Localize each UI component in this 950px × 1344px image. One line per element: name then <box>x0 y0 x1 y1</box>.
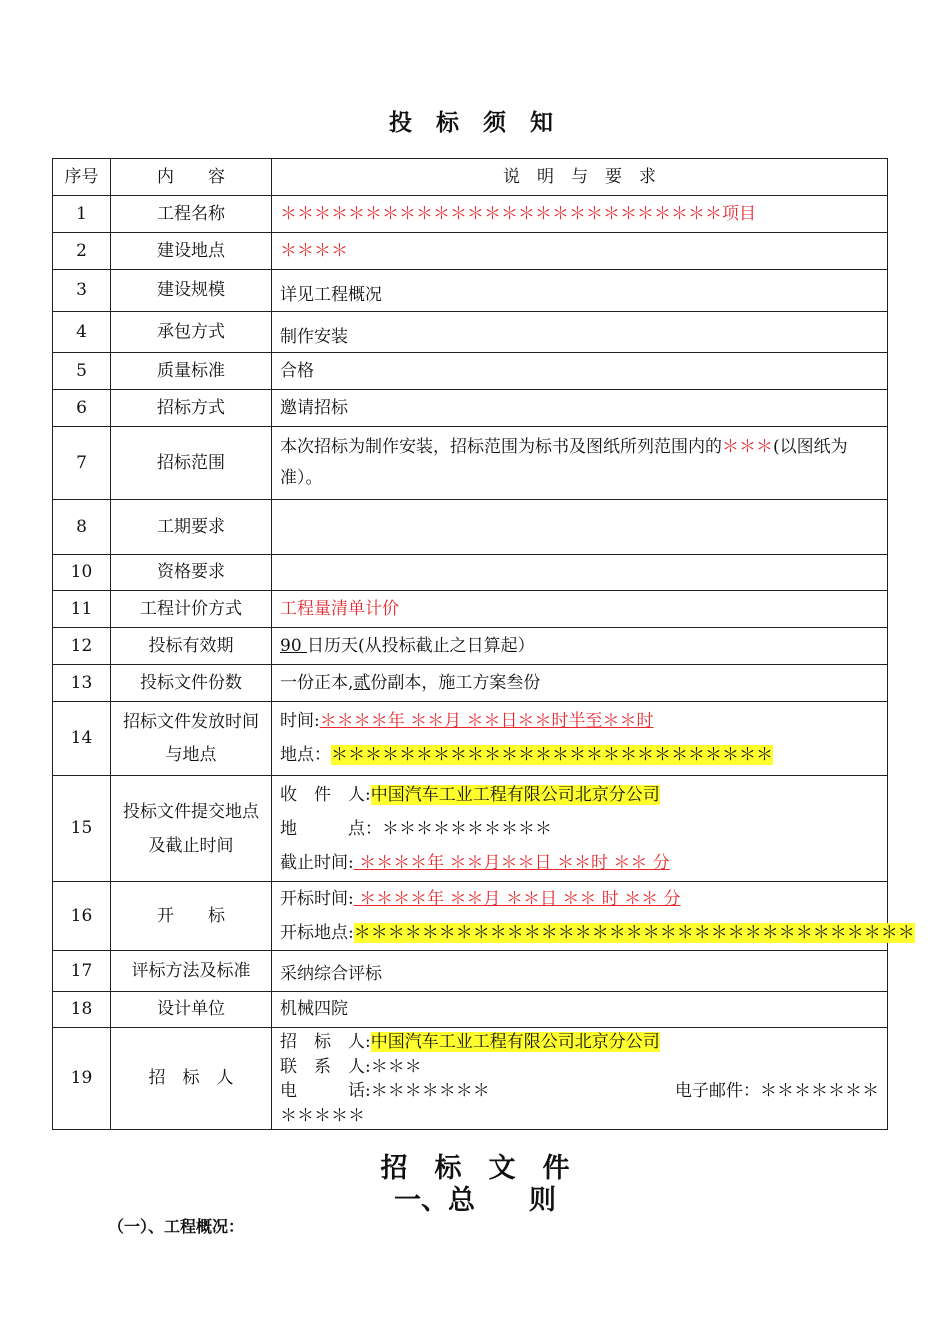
pricing-method: 工程量清单计价 <box>280 598 399 619</box>
row-item: 投标文件份数 <box>111 665 272 702</box>
row-item: 招 标 人 <box>111 1028 272 1130</box>
label: 开标地点: <box>280 923 354 943</box>
tender-notice-table <box>52 158 915 1130</box>
row-item: 工期要求 <box>111 500 272 555</box>
copies-count: 贰 <box>353 672 371 693</box>
row-no: 2 <box>53 233 111 270</box>
row-item: 评标方法及标准 <box>111 951 272 992</box>
table-row <box>53 951 888 992</box>
opening-place: ＊＊＊＊＊＊＊＊＊＊＊＊＊＊＊＊＊＊＊＊＊＊＊＊＊＊＊＊＊＊＊＊＊ <box>353 923 915 943</box>
row-item: 质量标准 <box>111 353 272 390</box>
row-item: 资格要求 <box>111 555 272 591</box>
label: 招 标 人: <box>280 1032 371 1052</box>
construction-site: ＊＊＊＊ <box>280 240 348 261</box>
validity-text: 日历天(从投标截止之日算起） <box>307 635 535 656</box>
row-value: 机械四院 <box>272 992 888 1028</box>
row-value: 制作安装 <box>272 312 888 353</box>
issue-place: ＊＊＊＊＊＊＊＊＊＊＊＊＊＊＊＊＊＊＊＊＊＊＊＊＊＊ <box>331 744 773 765</box>
table-row <box>53 992 888 1028</box>
table-row <box>53 591 888 628</box>
header-content: 内 容 <box>111 159 272 196</box>
row-value: 采纳综合评标 <box>272 951 888 992</box>
section-title: 一、总 则 <box>394 1185 556 1216</box>
contact: ＊＊＊ <box>370 1056 422 1077</box>
label: 开标时间: <box>280 889 354 909</box>
issue-time: ＊＊＊＊年 ＊＊月 ＊＊日＊＊时半至＊＊时 <box>319 711 654 732</box>
subsection-title: （一）、工程概况： <box>108 1217 245 1236</box>
row-item: 投标有效期 <box>111 628 272 665</box>
tenderer: 中国汽车工业工程有限公司北京分公司 <box>370 1032 660 1052</box>
table-row <box>53 312 888 353</box>
row-no: 12 <box>53 628 111 665</box>
table-row <box>53 500 888 555</box>
table-row <box>53 196 888 233</box>
project-name: ＊＊＊＊＊＊＊＊＊＊＊＊＊＊＊＊＊＊＊＊＊＊＊＊＊＊项目 <box>280 203 756 224</box>
row-no: 3 <box>53 270 111 312</box>
table-row <box>53 882 888 951</box>
row-no: 5 <box>53 353 111 390</box>
label: 地点： <box>280 744 331 765</box>
table-header-row <box>53 159 888 196</box>
row-no: 14 <box>53 702 111 776</box>
row-value <box>272 628 888 665</box>
header-requirements: 说 明 与 要 求 <box>272 159 888 196</box>
row-value <box>272 555 888 591</box>
row-value <box>272 1028 888 1130</box>
phone: ＊＊＊＊＊＊＊ <box>370 1081 490 1102</box>
phone-group <box>280 1079 490 1104</box>
email-group <box>675 1079 879 1104</box>
recipient: 中国汽车工业工程有限公司北京分公司 <box>370 784 660 805</box>
row-value <box>272 665 888 702</box>
label: 地 点： <box>280 818 382 839</box>
row-item: 招标方式 <box>111 390 272 427</box>
row-no: 1 <box>53 196 111 233</box>
address-line <box>280 812 879 846</box>
email: ＊＊＊＊＊＊＊ <box>760 1081 879 1102</box>
contact-line <box>280 1055 879 1080</box>
row-item: 承包方式 <box>111 312 272 353</box>
row-item: 开 标 <box>111 882 272 951</box>
label: 时间: <box>280 711 320 732</box>
table-row <box>53 233 888 270</box>
row-no: 17 <box>53 951 111 992</box>
opening-time-line <box>280 882 879 916</box>
table-row <box>53 628 888 665</box>
row-no: 11 <box>53 591 111 628</box>
row-value <box>272 500 888 555</box>
row-no: 10 <box>53 555 111 591</box>
row-value <box>272 702 888 776</box>
phone-email-line <box>280 1079 879 1104</box>
row-item: 招标文件发放时间与地点 <box>111 702 272 776</box>
deadline: ＊＊＊＊年 ＊＊月＊＊日 ＊＊时 ＊＊ 分 <box>353 852 670 873</box>
label: 收 件 人: <box>280 784 371 805</box>
table-row <box>53 390 888 427</box>
validity-days: 90 <box>280 635 308 656</box>
row-value <box>272 776 888 882</box>
row-no: 19 <box>53 1028 111 1130</box>
row-item: 工程名称 <box>111 196 272 233</box>
scope-text-end: (以图纸为准）。 <box>280 436 848 488</box>
label: 电 话: <box>280 1081 371 1102</box>
row-no: 18 <box>53 992 111 1028</box>
row-no: 13 <box>53 665 111 702</box>
row-value <box>272 427 888 500</box>
row-item: 工程计价方式 <box>111 591 272 628</box>
table-row <box>53 1028 888 1130</box>
table-row <box>53 270 888 312</box>
label: 电子邮件： <box>675 1081 760 1102</box>
table-row <box>53 353 888 390</box>
row-item: 建设地点 <box>111 233 272 270</box>
header-no: 序号 <box>53 159 111 196</box>
issue-place-line <box>280 739 879 772</box>
row-item: 建设规模 <box>111 270 272 312</box>
address: ＊＊＊＊＊＊＊＊＊＊ <box>382 818 552 839</box>
label: 联 系 人: <box>280 1056 371 1077</box>
row-no: 8 <box>53 500 111 555</box>
recipient-line <box>280 778 879 812</box>
email-continued: ＊＊＊＊＊ <box>280 1105 365 1126</box>
row-value <box>272 233 888 270</box>
table-row <box>53 665 888 702</box>
table-row <box>53 776 888 882</box>
row-value: 合格 <box>272 353 888 390</box>
opening-place-line <box>280 916 915 950</box>
tenderer-line <box>280 1030 879 1055</box>
row-item: 投标文件提交地点及截止时间 <box>111 776 272 882</box>
row-value: 详见工程概况 <box>272 270 888 312</box>
row-no: 6 <box>53 390 111 427</box>
row-value <box>272 196 888 233</box>
deadline-line <box>280 846 879 880</box>
scope-text: 本次招标为制作安装，招标范围为标书及图纸所列范围内的 <box>280 436 722 457</box>
row-no: 4 <box>53 312 111 353</box>
table-row <box>53 427 888 500</box>
document-title: 招 标 文 件 <box>380 1153 570 1184</box>
copies-original: 一份正本, <box>280 672 354 693</box>
row-no: 16 <box>53 882 111 951</box>
table-row <box>53 702 888 776</box>
row-no: 7 <box>53 427 111 500</box>
table-row <box>53 555 888 591</box>
row-value <box>272 591 888 628</box>
issue-time-line <box>280 705 879 738</box>
copies-rest: 份副本，施工方案叁份 <box>370 672 541 693</box>
row-no: 15 <box>53 776 111 882</box>
label: 截止时间: <box>280 852 354 873</box>
row-value: 邀请招标 <box>272 390 888 427</box>
opening-time: ＊＊＊＊年 ＊＊月 ＊＊日 ＊＊ 时 ＊＊ 分 <box>353 889 681 909</box>
row-value <box>272 882 915 951</box>
scope-stars: ＊＊＊ <box>722 436 773 457</box>
row-item: 设计单位 <box>111 992 272 1028</box>
row-item: 招标范围 <box>111 427 272 500</box>
page-title: 投 标 须 知 <box>388 109 562 136</box>
